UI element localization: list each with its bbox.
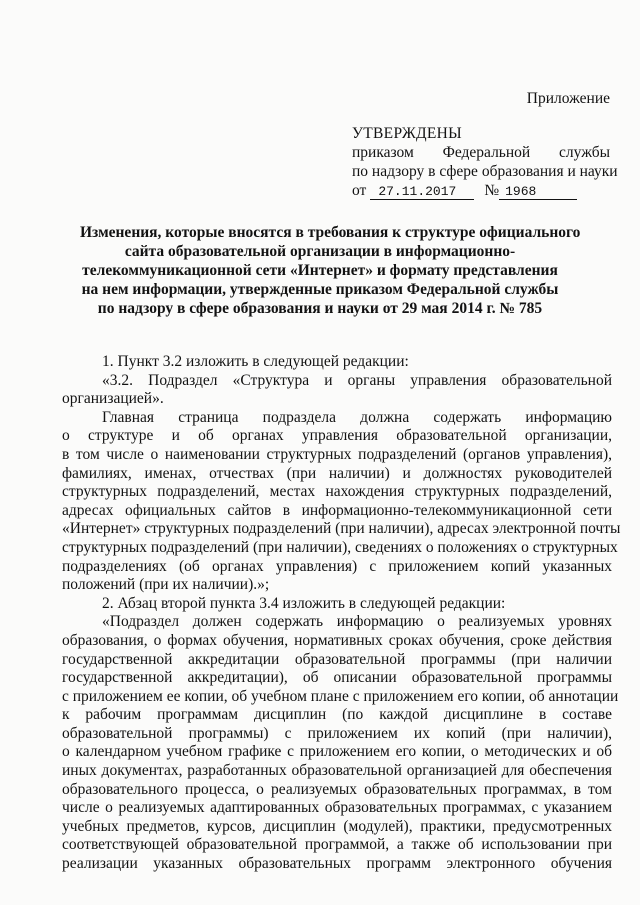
paragraph-line: образовательного процесса, о реализуемых образовательных программах, в том xyxy=(62,780,612,798)
paragraph-line: в том числе о наименовании структурных подразделений (органов управления), xyxy=(62,445,612,463)
appendix-label: Приложение xyxy=(526,90,610,107)
paragraph-line: иных документах, разработанных образовательной организацией для обеспечения xyxy=(62,762,612,780)
paragraph-line: положений (при их наличии).»; xyxy=(62,576,270,594)
paragraph-line: «Подраздел должен содержать информацию о реализуемых уровнях xyxy=(102,613,612,631)
title-line: сайта образовательной организации в информационно- xyxy=(124,243,516,260)
date-prefix: от xyxy=(352,182,367,199)
paragraph-line: организацией». xyxy=(62,390,164,408)
paragraph-line: о структуре и об органах управления образовательной организации, xyxy=(62,427,612,445)
approved-title: УТВЕРЖДЕНЫ xyxy=(352,125,462,142)
paragraph-line: числе о реализуемых адаптированных образовательных программах, с указанием xyxy=(62,799,612,817)
order-date-value: 27.11.2017 xyxy=(370,184,474,200)
order-issuer-line-1: приказом Федеральной службы xyxy=(352,144,610,161)
number-sign: № xyxy=(484,182,500,199)
title-line: на нем информации, утвержденные приказом Федеральной службы xyxy=(81,281,559,298)
paragraph-line: «Интернет» структурных подразделений (при наличии), адресах электронной почты xyxy=(62,520,621,538)
order-number-value: 1968 xyxy=(499,184,577,200)
order-date-number-line xyxy=(352,181,610,200)
document-body xyxy=(62,353,621,874)
title-line: по надзору в сфере образования и науки от 29 мая 2014 г. № 785 xyxy=(97,300,543,317)
approval-block xyxy=(352,124,618,200)
paragraph-line: структурных подразделений, местах нахождения структурных подразделений, xyxy=(62,483,612,501)
paragraph-line: соответствующей образовательной программой, а также об использовании при xyxy=(62,836,612,854)
paragraph-line: государственной аккредитации образовательной программы (при наличии xyxy=(62,650,612,668)
paragraph-line: с приложением ее копии, об учебном плане с приложением его копии, об аннотации xyxy=(62,687,619,705)
paragraph-line: государственной аккредитации), об описании образовательной программы xyxy=(62,669,612,687)
paragraph-line: 1. Пункт 3.2 изложить в следующей редакции: xyxy=(102,353,409,370)
paragraph-line: подразделениях (об органах управления) с приложением копий указанных xyxy=(62,557,612,575)
order-issuer-line-2: по надзору в сфере образования и науки xyxy=(352,163,618,180)
paragraph-line: адресах официальных сайтов в информационно-телекоммуникационной сети xyxy=(62,501,612,519)
title-line: телекоммуникационной сети «Интернет» и формату представления xyxy=(82,262,558,279)
paragraph-line: 2. Абзац второй пункта 3.4 изложить в следующей редакции: xyxy=(102,594,506,612)
paragraph-line: о календарном учебном графике с приложением его копии, о методических и об xyxy=(62,743,612,761)
paragraph-line: образования, о формах обучения, нормативных сроках обучения, сроке действия xyxy=(62,631,612,649)
paragraph-line: Главная страница подраздела должна содержать информацию xyxy=(102,408,612,426)
paragraph-line: реализации указанных образовательных программ электронного обучения xyxy=(62,855,612,873)
paragraph-line: к рабочим программам дисциплин (по каждой дисциплине в составе xyxy=(62,706,612,724)
paragraph-line: учебных предметов, курсов, дисциплин (модулей), практики, предусмотренных xyxy=(62,817,612,835)
paragraph-line: структурных подразделений (при наличии), сведениях о положениях о структурных xyxy=(62,538,618,556)
paragraph-line: образовательной программы) с приложением их копий (при наличии), xyxy=(62,724,612,742)
paragraph-line: «3.2. Подраздел «Структура и органы управления образовательной xyxy=(102,371,612,389)
title-line: Изменения, которые вносятся в требования к структуре официального xyxy=(80,224,581,241)
paragraph-line: фамилиях, именах, отчествах (при наличии) и должностях руководителей xyxy=(62,464,612,482)
document-title xyxy=(80,223,581,318)
